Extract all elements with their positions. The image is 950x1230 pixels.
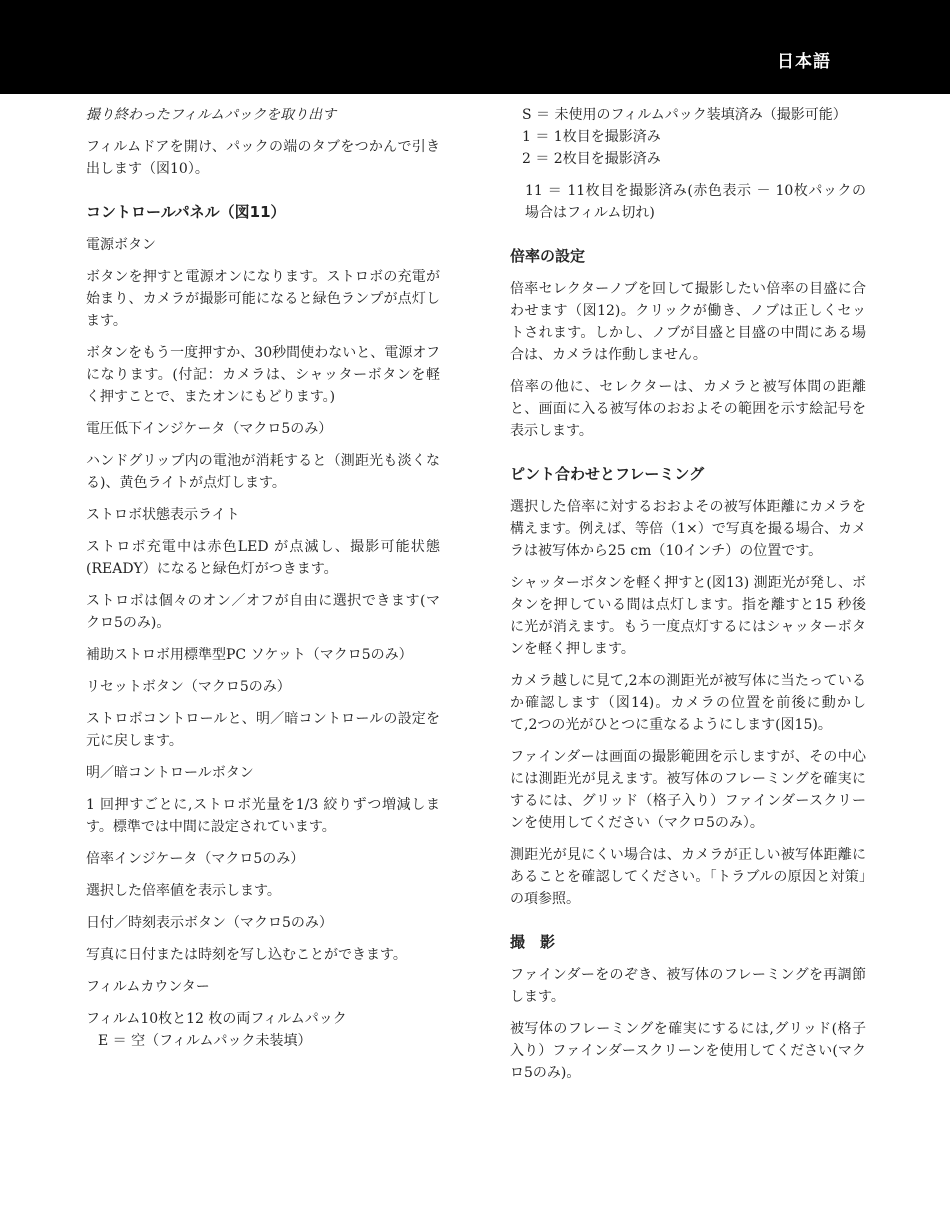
paragraph: シャッターボタンを軽く押すと(図13) 測距光が発し、ボタンを押している間は点灯します。指を離すと15 秒後に光が消えます。もう一度点灯するにはシャッターボタンを軽く押します。 [510,575,866,657]
paragraph: ファインダーをのぞき、被写体のフレーミングを再調節します。 [510,967,866,1005]
counter-item: 1 ＝ 1枚目を撮影済み [522,129,661,145]
paragraph: ストロボは個々のオン／オフが自由に選択できます(マクロ5のみ)。 [86,593,440,631]
paragraph: ファインダーは画面の撮影範囲を示しますが、その中心には測距光が見えます。被写体のフレーミングを確実にするには、グリッド（格子入り）ファインダースクリーンを使用してください（マクロ5のみ）。 [510,749,866,831]
paragraph: 被写体のフレーミングを確実にするには,グリッド(格子入り）ファインダースクリーンを使用してください(マクロ5のみ)。 [510,1021,866,1081]
paragraph: 補助ストロボ用標準型PC ソケット（マクロ5のみ） [86,647,413,663]
paragraph: 選択した倍率値を表示します。 [86,883,281,899]
subheading: 撮り終わったフィルムパックを取り出す [86,107,337,123]
counter-item: 11 ＝ 11枚目を撮影済み(赤色表示 － 10枚パックの場合はフィルム切れ) [525,183,866,221]
paragraph: リセットボタン（マクロ5のみ） [86,679,291,695]
paragraph: 電圧低下インジケータ（マクロ5のみ） [86,421,333,437]
counter-item: S ＝ 未使用のフィルムパック装填済み（撮影可能） [522,107,847,123]
paragraph: ボタンを押すと電源オンになります。ストロボの充電が始まり、カメラが撮影可能になると緑色ランプが点灯します。 [86,269,440,329]
paragraph: 日付／時刻表示ボタン（マクロ5のみ） [86,915,333,931]
paragraph: 測距光が見にくい場合は、カメラが正しい被写体距離にあることを確認してください。「トラブルの原因と対策」の項参照。 [510,847,866,907]
paragraph: 選択した倍率に対するおおよその被写体距離にカメラを構えます。例えば、等倍（1×）で写真を撮る場合、カメラは被写体から25 cm（10インチ）の位置です。 [510,499,866,559]
paragraph: 倍率インジケータ（マクロ5のみ） [86,851,305,867]
counter-item: E ＝ 空（フィルムパック未装填） [98,1033,312,1049]
paragraph: フィルムカウンター [86,979,210,995]
section-heading: 倍率の設定 [510,247,586,265]
paragraph: ボタンをもう一度押すか、30秒間使わないと、電源オフになります。(付記：カメラは、シャッターボタンを軽く押すことで、またオンにもどります。) [86,345,440,405]
paragraph: 倍率セレクターノブを回して撮影したい倍率の目盛に合わせます（図12)。クリックが働き、ノブは正しくセットされます。しかし、ノブが目盛と目盛の中間にある場合は、カメラは作動しません。 [510,281,866,363]
right-column [510,104,866,1094]
paragraph: ストロボコントロールと、明／暗コントロールの設定を元に戻します。 [86,711,440,749]
counter-item: 2 ＝ 2枚目を撮影済み [522,151,661,167]
section-heading: ピント合わせとフレーミング [510,465,705,483]
paragraph: ストロボ状態表示ライト [86,507,240,523]
text-line: フィルム10枚と12 枚の両フィルムパック [86,1011,347,1027]
paragraph: カメラ越しに見て,2本の測距光が被写体に当たっているか確認します（図14)。カメラの位置を前後に動かして,2つの光がひとつに重なるようにします(図15)。 [510,673,866,733]
paragraph: 写真に日付または時刻を写し込むことができます。 [86,947,407,963]
section-heading: 撮 影 [510,933,556,951]
paragraph: ハンドグリップ内の電池が消耗すると（測距光も淡くなる)、黄色ライトが点灯します。 [86,453,440,491]
section-heading: コントロールパネル（図11） [86,203,286,221]
header-bar [0,0,950,94]
paragraph: 倍率の他に、セレクターは、カメラと被写体間の距離と、画面に入る被写体のおおよその範囲を示す絵記号を表示します。 [510,379,866,439]
paragraph: ストロボ充電中は赤色LED が点滅し、撮影可能状態(READY）になると緑色灯がつきます。 [86,539,440,577]
paragraph: 電源ボタン [86,237,156,253]
left-column [86,104,440,1052]
language-label: 日本語 [777,52,831,72]
paragraph: 1 回押すごとに,ストロボ光量を1/3 絞りずつ増減します。標準では中間に設定されています。 [86,797,440,835]
paragraph: フィルムドアを開け、パックの端のタブをつかんで引き出します（図10）。 [86,139,440,177]
paragraph: 明／暗コントロールボタン [86,765,254,781]
